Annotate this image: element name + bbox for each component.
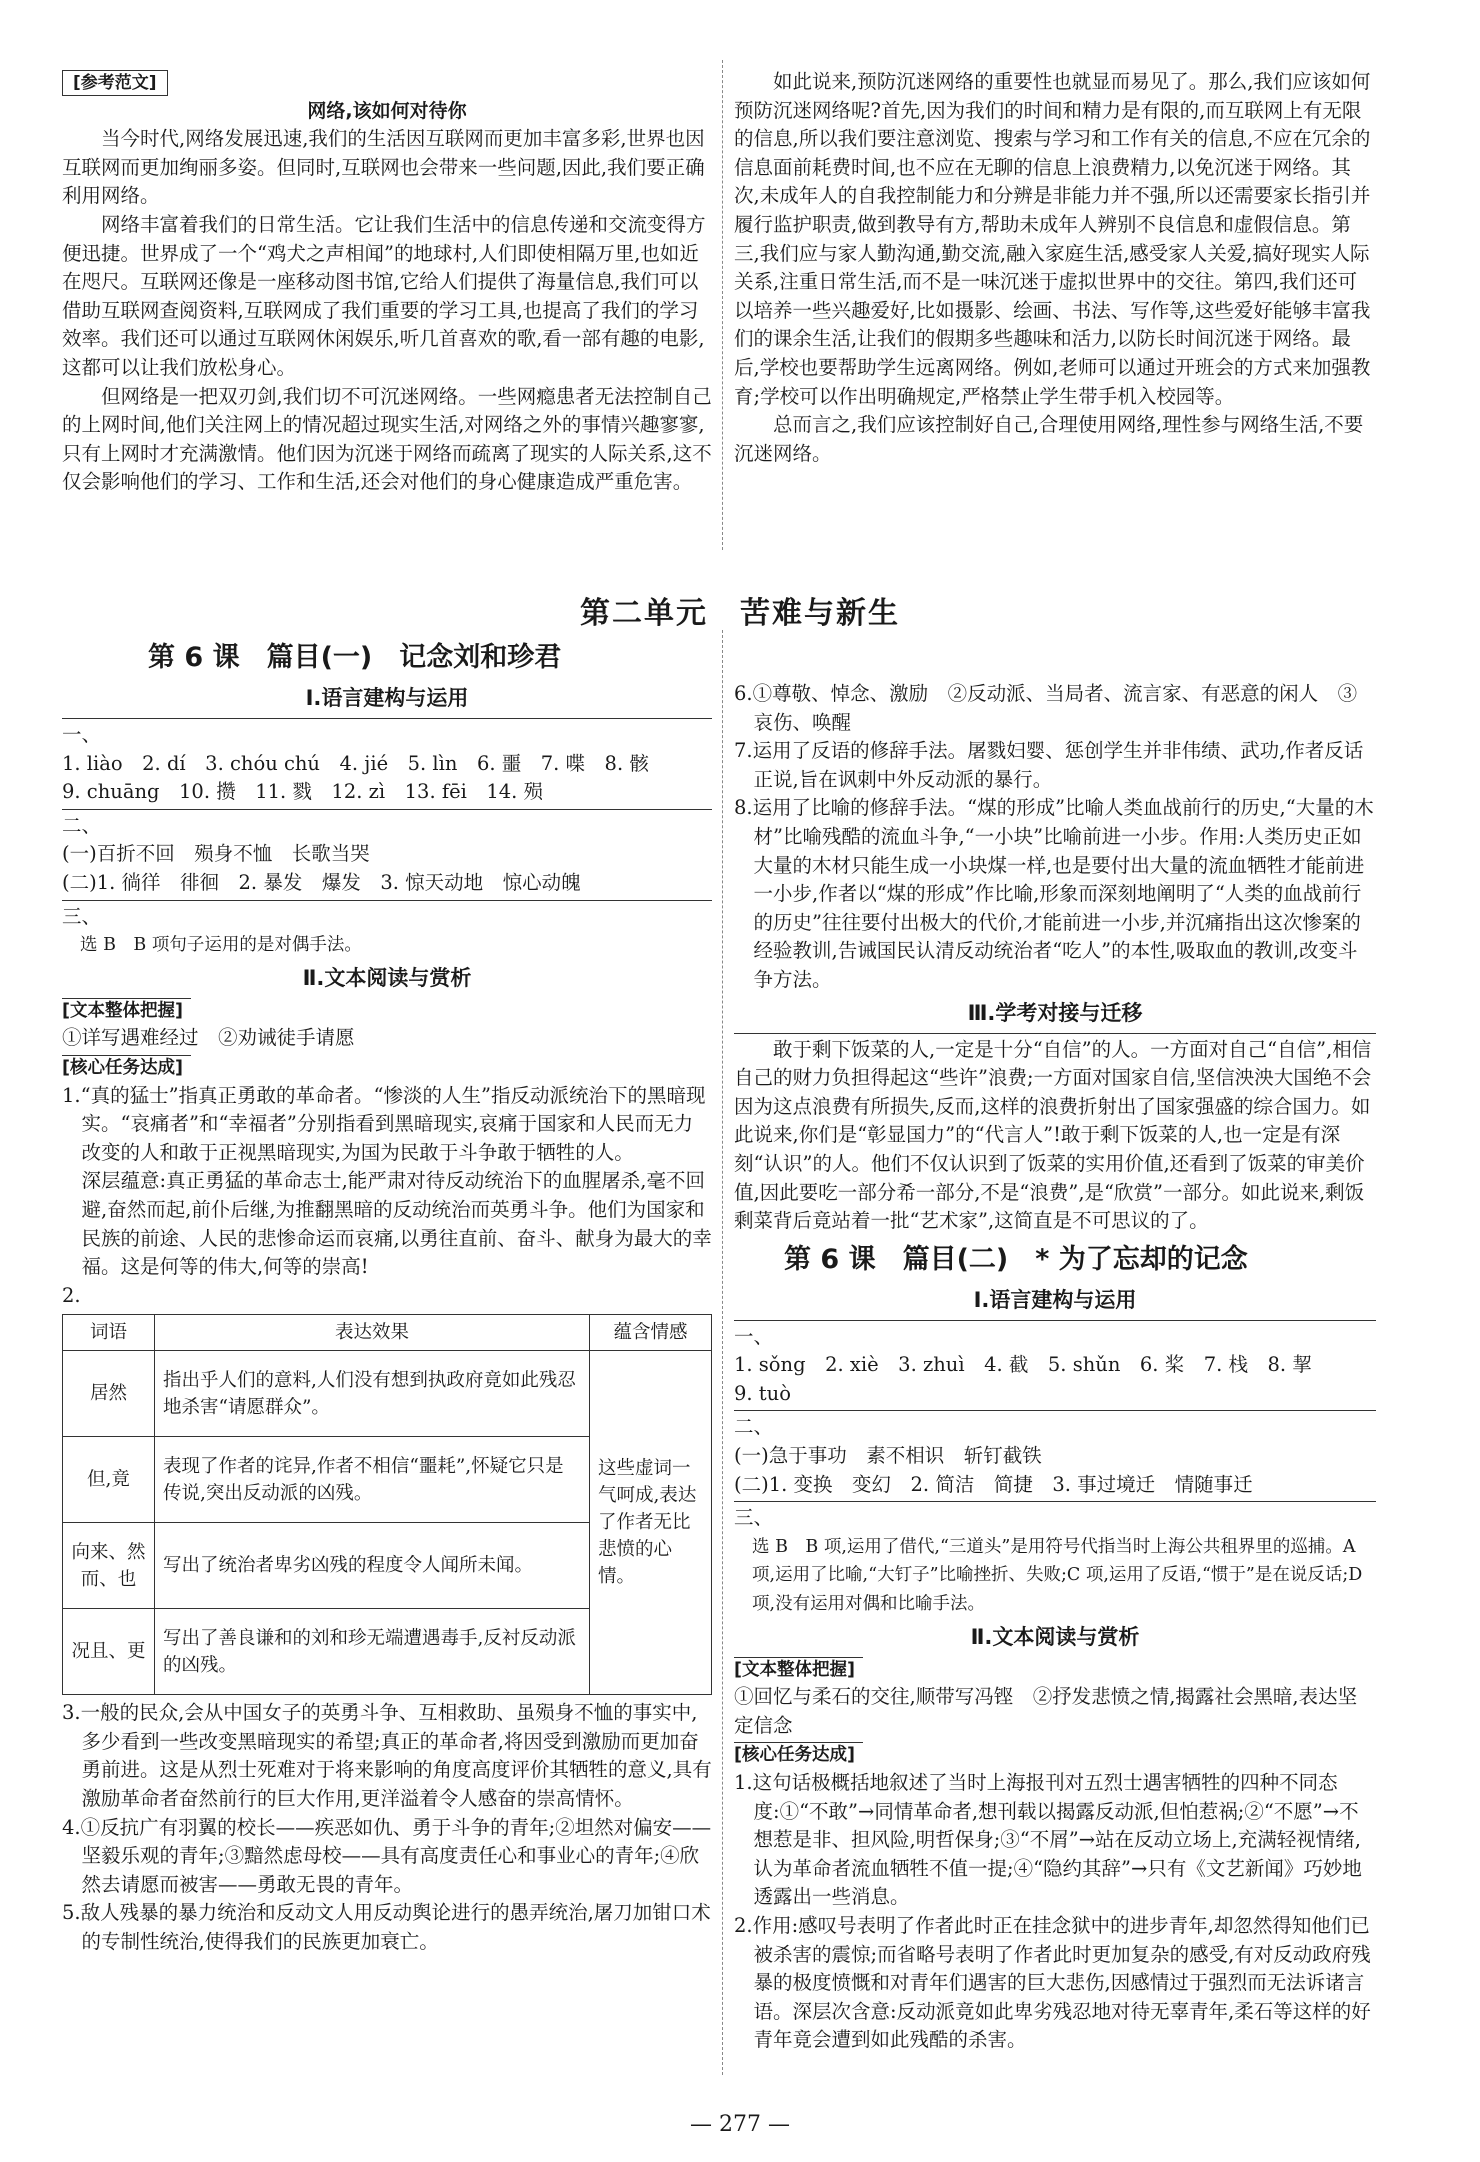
l1-three-answer: 选 B B 项句子运用的是对偶手法。 (80, 935, 362, 956)
essay-title: 网络,该如何对待你 (307, 99, 467, 122)
unit-title: 第二单元 苦难与新生 (580, 596, 900, 631)
l1-grasp-answer: ①详写遇难经过 ②劝诫徒手请愿 (62, 1026, 355, 1050)
essay-para-3: 但网络是一把双刃剑,我们切不可沉迷网络。一些网瘾患者无法控制自己的上网时间,他们关注网上的情况超过现实生活,对网络之外的事情兴趣寥寥,只有上网时才充满激情。他们因为沉迷于网络而疏离了现实的人际关系,这不仅会影响他们的学习、工作和生活,还会对他们的身心健康造成严重危害。 (62, 384, 712, 494)
l1-q8: 8.运用了比喻的修辞手法。“煤的形成”比喻人类血战前行的历史,“大量的木材”比喻残酷的流血斗争,“一小块”比喻前进一小步。作用:人类历史正如大量的木材只能生成一小块煤一样,也是要付出大量的流血牺牲才能前进一小步,作者以“煤的形成”作比喻,形象而深刻地阐明了“人类的血战前行的历史”往往要付出极大的代价,才能前进一小步,并沉痛指出这次惨案的经验教训,告诫国民认清反动统治者“吃人”的本性,吸取血的教训,改变斗争方法。 (734, 796, 1374, 991)
lesson-right (734, 680, 1376, 2055)
table-effect: 写出了善良谦和的刘和珍无端遭遇毒手,反衬反动派的凶残。 (155, 1609, 590, 1695)
essay-para-1: 当今时代,网络发展迅速,我们的生活因互联网而更加丰富多彩,世界也因互联网而更加绚丽多姿。但同时,互联网也会带来一些问题,因此,我们要正确利用网络。 (62, 127, 705, 208)
table-effect: 指出乎人们的意料,人们没有想到执政府竟如此残忍地杀害“请愿群众”。 (155, 1351, 590, 1437)
table-header: 蕴含情感 (590, 1315, 712, 1351)
lesson2-sec1-title: Ⅰ.语言建构与运用 (973, 1287, 1137, 1312)
essay-para-2: 网络丰富着我们的日常生活。它让我们生活中的信息传递和交流变得方便迅捷。世界成了一个“鸡犬之声相闻”的地球村,人们即使相隔万里,也如近在咫尺。互联网还像是一座移动图书馆,它给人们提供了海量信息,我们可以借助互联网查阅资料,互联网成了我们重要的学习工具,也提高了我们的学习效率。我们还可以通过互联网休闲娱乐,听几首喜欢的歌,看一部有趣的电影,这都可以让我们放松身心。 (62, 212, 706, 379)
l1-q5: 5.敌人残暴的暴力统治和反动文人用反动舆论进行的愚弄统治,屠刀加钳口术的专制性统治,使得我们的民族更加衰亡。 (62, 1901, 711, 1954)
l1-two-label: 二、 (62, 813, 102, 837)
essay-right (734, 68, 1376, 468)
table-word: 况且、更 (63, 1609, 155, 1695)
l1-two-line1: (一)百折不回 殒身不恤 长歌当哭 (62, 842, 370, 866)
l2-two-line1: (一)急于事功 素不相识 斩钉截铁 (734, 1444, 1042, 1468)
lesson1-sec2-title: Ⅱ.文本阅读与赏析 (302, 965, 472, 990)
essay-tag: [参考范文] (62, 70, 168, 96)
essay-left (62, 68, 712, 497)
l1-core-head: [核心任务达成] (62, 1055, 191, 1080)
rule (734, 1501, 1376, 1502)
l1-grasp-head: [文本整体把握] (62, 998, 191, 1023)
table-word: 居然 (63, 1351, 155, 1437)
l1-q3: 3.一般的民众,会从中国女子的英勇斗争、互相救助、虽殒身不恤的事实中,多少看到一些改变黑暗现实的希望;真正的革命者,将因受到激励而更加奋勇前进。这是从烈士死难对于将来影响的角度高度评价其牺牲的意义,具有激励革命者奋然前行的巨大作用,更洋溢着令人感奋的崇高情怀。 (62, 1701, 712, 1811)
l2-three-answer: 选 B B 项,运用了借代,“三道头”是用符号代指当时上海公共租界里的巡捕。A 项,运用了比喻,“大钉子”比喻挫折、失败;C 项,运用了反语,“惯于”是在说反话;D 项,没有运用对偶和比喻手法。 (752, 1536, 1363, 1615)
l2-one-line2: 9. tuò (734, 1381, 791, 1405)
rule (62, 718, 712, 719)
l2-two-label: 二、 (734, 1415, 774, 1439)
l2-q1: 1.这句话极概括地叙述了当时上海报刊对五烈士遇害牺牲的四种不同态度:①“不敢”→同情革命者,想刊载以揭露反动派,但怕惹祸;②“不愿”→不想惹是非、担风险,明哲保身;③“不屑”→站在反动立场上,充满轻视情绪,认为革命者流血牺牲不值一提;④“隐约其辞”→只有《文艺新闻》巧妙地透露出一些消息。 (734, 1771, 1362, 1909)
l1-q1: 1.“真的猛士”指真正勇敢的革命者。“惨淡的人生”指反动派统治下的黑暗现实。“哀痛者”和“幸福者”分别指看到黑暗现实,哀痛于国家和人民而无力改变的人和敢于正视黑暗现实,为国为民敢于斗争敢于牺牲的人。 (62, 1083, 706, 1164)
l1-q7: 7.运用了反语的修辞手法。屠戮妇婴、惩创学生并非伟绩、武功,作者反话正说,旨在讽刺中外反动派的暴行。 (734, 739, 1364, 791)
rule (734, 1320, 1376, 1321)
l1-one-line1: 1. liào 2. dí 3. chóu chú 4. jié 5. lìn 6. 噩 7. 喋 8. 骸 (62, 751, 649, 775)
essay-para-5: 总而言之,我们应该控制好自己,合理使用网络,理性参与网络生活,不要沉迷网络。 (734, 413, 1364, 465)
lesson2-sec2-title: Ⅱ.文本阅读与赏析 (970, 1624, 1140, 1649)
lesson1-title: 第 6 课 篇目(一) 记念刘和珍君 (148, 642, 562, 673)
l1-q1b: 深层蕴意:真正勇猛的革命志士,能严肃对待反动统治下的血腥屠杀,毫不回避,奋然而起,前仆后继,为推翻黑暗的反动统治而英勇斗争。他们为国家和民族的前途、人民的悲惨命运而哀痛,以勇往直前、奋斗、献身为最大的幸福。这是何等的伟大,何等的崇高! (81, 1169, 712, 1279)
l1-transfer: 敢于剩下饭菜的人,一定是十分“自信”的人。一方面对自己“自信”,相信自己的财力负担得起这“些许”浪费;一方面对国家自信,坚信泱泱大国绝不会因为这点浪费有所损失,反而,这样的浪费折射出了国家强盛的综合国力。如此说来,你们是“彰显国力”的“代言人”!敢于剩下饭菜的人,也一定是有深刻“认识”的人。他们不仅认识到了饭菜的实用价值,还看到了饭菜的审美价值,因此要吃一部分希一部分,不是“浪费”,是“欣赏”一部分。如此说来,剩饭剩菜背后竟站着一批“艺术家”,这简直是不可思议的了。 (734, 1037, 1372, 1233)
l2-core-head: [核心任务达成] (734, 1742, 863, 1767)
l2-grasp-answer: ①回忆与柔石的交往,顺带写冯铿 ②抒发悲愤之情,揭露社会黑暗,表达坚定信念 (734, 1685, 1358, 1737)
table-header: 词语 (63, 1315, 155, 1351)
lesson2-title: 第 6 课 篇目(二) * 为了忘却的记念 (784, 1243, 1248, 1275)
lesson1-sec1-title: Ⅰ.语言建构与运用 (305, 686, 469, 710)
l2-one-line1: 1. sǒng 2. xiè 3. zhuì 4. 截 5. shǔn 6. 桨 7. 栈 8. 挈 (734, 1353, 1312, 1377)
table-header: 表达效果 (155, 1315, 590, 1351)
l2-two-line2: (二)1. 变换 变幻 2. 简洁 简捷 3. 事过境迁 情随事迁 (734, 1472, 1253, 1496)
table-word: 向来、然而、也 (63, 1523, 155, 1609)
lesson1-left (62, 636, 712, 1957)
rule (734, 1410, 1376, 1411)
rule (734, 1033, 1376, 1034)
column-divider-top (722, 60, 723, 550)
l2-q2: 2.作用:感叹号表明了作者此时正在挂念狱中的进步青年,却忽然得知他们已被杀害的震惊;而省略号表明了作者此时更加复杂的感受,有对反动政府残暴的极度愤慨和对青年们遇害的巨大悲伤,因感情过于强烈而无法诉诸言语。深层次含意:反动派竟如此卑劣残忍地对待无辜青年,柔石等这样的好青年竟会遭到如此残酷的杀害。 (734, 1913, 1371, 2052)
l2-three-label: 三、 (734, 1506, 774, 1530)
word-effect-table (62, 1314, 712, 1695)
l2-one-label: 一、 (734, 1324, 774, 1348)
l1-one-label: 一、 (62, 723, 102, 746)
l2-grasp-head: [文本整体把握] (734, 1657, 863, 1682)
column-divider-bottom (722, 630, 723, 2075)
table-effect: 写出了统治者卑劣凶残的程度令人闻所未闻。 (155, 1523, 590, 1609)
l1-one-line2: 9. chuāng 10. 攒 11. 戮 12. zì 13. fēi 14. 殒 (62, 780, 544, 804)
l1-two-line2: (二)1. 徜徉 徘徊 2. 暴发 爆发 3. 惊天动地 惊心动魄 (62, 870, 581, 894)
essay-para-4: 如此说来,预防沉迷网络的重要性也就显而易见了。那么,我们应该如何预防沉迷网络呢?首先,因为我们的时间和精力是有限的,而互联网上有无限的信息,所以我们要注意浏览、搜索与学习和工作有关的信息,不应在冗余的信息面前耗费时间,也不应在无聊的信息上浪费精力,以免沉迷于网络。其次,未成年人的自我控制能力和分辨是非能力并不强,所以还需要家长指引并履行监护职责,做到教导有方,帮助未成年人辨别不良信息和虚假信息。第三,我们应与家人勤沟通,勤交流,融入家庭生活,感受家人关爱,搞好现实人际关系,注重日常生活,而不是一味沉迷于虚拟世界中的交往。第四,我们还可以培养一些兴趣爱好,比如摄影、绘画、书法、写作等,这些爱好能够丰富我们的课余生活,让我们的假期多些趣味和活力,以防长时间沉迷于网络。最后,学校也要帮助学生远离网络。例如,老师可以通过开班会的方式来加强教育;学校可以作出明确规定,严格禁止学生带手机入校园等。 (734, 70, 1371, 408)
table-word: 但,竟 (63, 1437, 155, 1523)
l1-q2: 2. (62, 1283, 81, 1307)
rule (62, 900, 712, 901)
lesson1-sec3-title: Ⅲ.学考对接与迁移 (967, 1000, 1143, 1025)
table-emotion: 这些虚词一气呵成,表达了作者无比悲愤的心情。 (590, 1351, 712, 1695)
rule (62, 809, 712, 810)
table-effect: 表现了作者的诧异,作者不相信“噩耗”,怀疑它只是传说,突出反动派的凶残。 (155, 1437, 590, 1523)
l1-q4: 4.①反抗广有羽翼的校长——疾恶如仇、勇于斗争的青年;②坦然对偏安——坚毅乐观的青年;③黯然虑母校——具有高度责任心和事业心的青年;④欣然去请愿而被害——勇敢无畏的青年。 (62, 1815, 712, 1896)
l1-q6: 6.①尊敬、悼念、激励 ②反动派、当局者、流言家、有恶意的闲人 ③哀伤、唤醒 (734, 682, 1358, 734)
page-number: — 277 — (690, 2112, 790, 2137)
l1-three-label: 三、 (62, 904, 102, 928)
